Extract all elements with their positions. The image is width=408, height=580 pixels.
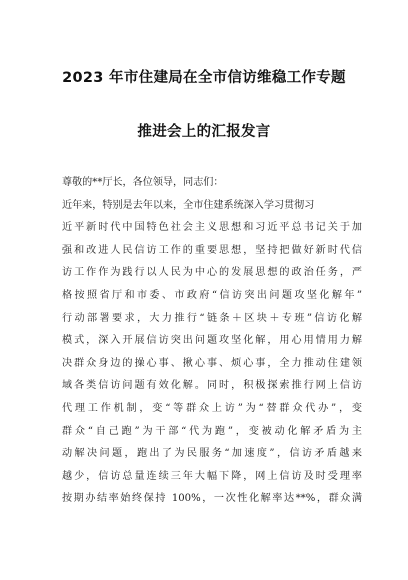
body-line: 近平新时代中国特色社会主义思想和习近平总书记关于加 xyxy=(62,222,362,234)
body-line: 按期办结率始终保持 100%，一次性化解率达**%，群众满 xyxy=(62,493,362,505)
body-line: 动解决问题，跑出了为民服务“加速度”，信访矛盾越来 xyxy=(62,448,362,460)
body-line: 越少，信访总量连续三年大幅下降，网上信访及时受理率 xyxy=(62,470,362,482)
document-title-line-1: 2023 年市住建局在全市信访维稳工作专题 xyxy=(62,70,346,86)
salutation: 尊敬的**厅长，各位领导，同志们： xyxy=(62,177,224,188)
body-line: 代理工作机制，变“等群众上访”为“替群众代办”，变 xyxy=(62,402,362,414)
body-line: 决群众身边的操心事、揪心事、烦心事，全力推动住建领 xyxy=(62,357,362,369)
body-line: 群众“自己跑”为干部“代为跑”，变被动化解矛盾为主 xyxy=(62,425,362,437)
document-title-line-2: 推进会上的汇报发言 xyxy=(137,124,271,140)
body-line: 模式，深入开展信访突出问题攻坚化解，用心用情用力解 xyxy=(62,335,362,347)
body-line: 格按照省厅和市委、市政府“信访突出问题攻坚化解年” xyxy=(62,289,362,301)
body-line: 域各类信访问题有效化解。同时，积极探索推行网上信访 xyxy=(62,380,362,392)
body-line: 访工作作为践行以人民为中心的发展思想的政治任务，严 xyxy=(62,267,362,279)
body-line: 近年来，特别是去年以来，全市住建系统深入学习贯彻习 xyxy=(62,199,315,211)
body-line: 行动部署要求，大力推行“链条＋区块＋专班”信访化解 xyxy=(62,312,362,324)
document-body xyxy=(62,172,362,511)
body-line: 强和改进人民信访工作的重要思想，坚持把做好新时代信 xyxy=(62,244,362,256)
